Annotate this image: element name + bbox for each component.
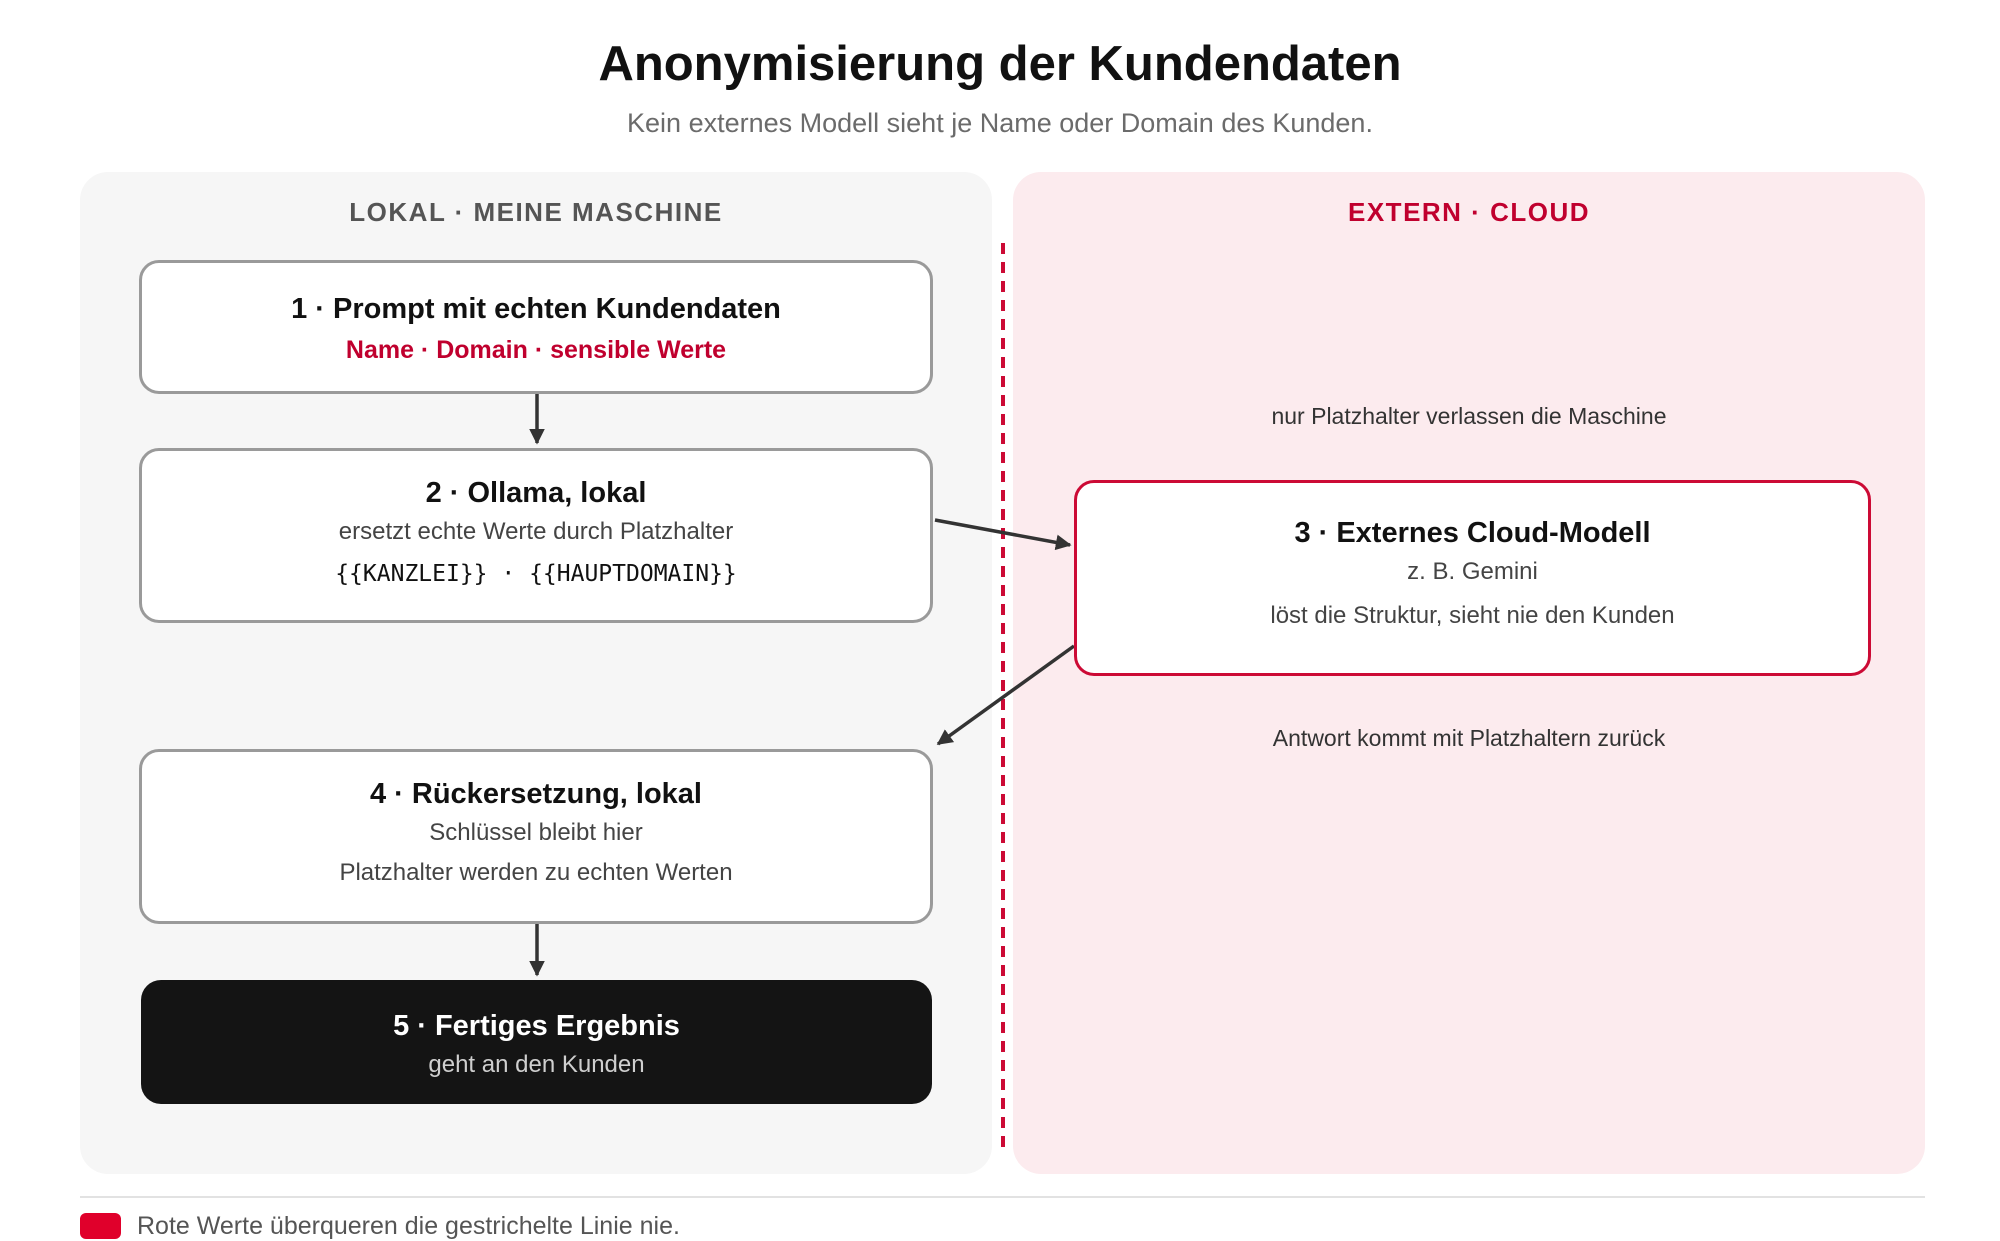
cloud-zone-label: EXTERN · CLOUD: [1348, 197, 1590, 227]
diagram-subtitle: Kein externes Modell sieht je Name oder Domain des Kunden.: [627, 108, 1373, 138]
footer-divider: [80, 1196, 1925, 1198]
step-1-sensitive-values: Name · Domain · sensible Werte: [345, 336, 727, 364]
inbound-note: Antwort kommt mit Platzhaltern zurück: [1272, 725, 1666, 751]
step-1-box: [139, 260, 933, 394]
step-3-title: 3 · Externes Cloud-Modell: [1294, 517, 1651, 549]
step-4-description: Platzhalter werden zu echten Werten: [339, 859, 733, 886]
step-3-box: [1074, 480, 1871, 676]
legend-text: Rote Werte überqueren die gestrichelte Linie nie.: [137, 1212, 680, 1240]
local-zone-label: LOKAL · MEINE MASCHINE: [349, 197, 723, 227]
step-2-title: 2 · Ollama, lokal: [425, 477, 647, 509]
step-5-title: 5 · Fertiges Ergebnis: [393, 1010, 680, 1042]
step-2-description: ersetzt echte Werte durch Platzhalter: [338, 518, 734, 545]
step-3-description: löst die Struktur, sieht nie den Kunden: [1270, 602, 1675, 629]
step-4-title: 4 · Rückersetzung, lokal: [370, 778, 702, 810]
outbound-note: nur Platzhalter verlassen die Maschine: [1271, 403, 1667, 429]
legend-swatch: [80, 1213, 121, 1239]
diagram-title: Anonymisierung der Kundendaten: [598, 37, 1402, 91]
step-2-placeholders: {{KANZLEI}} · {{HAUPTDOMAIN}}: [335, 561, 737, 587]
step-3-example: z. B. Gemini: [1407, 558, 1538, 585]
step-4-key-note: Schlüssel bleibt hier: [429, 819, 643, 846]
step-4-box: [139, 749, 933, 924]
step-1-title: 1 · Prompt mit echten Kundendaten: [291, 293, 781, 325]
step-2-box: [139, 448, 933, 623]
arrow-step2-to-step3: [935, 520, 1070, 545]
step-5-box: [141, 980, 932, 1104]
step-5-description: geht an den Kunden: [428, 1051, 645, 1078]
